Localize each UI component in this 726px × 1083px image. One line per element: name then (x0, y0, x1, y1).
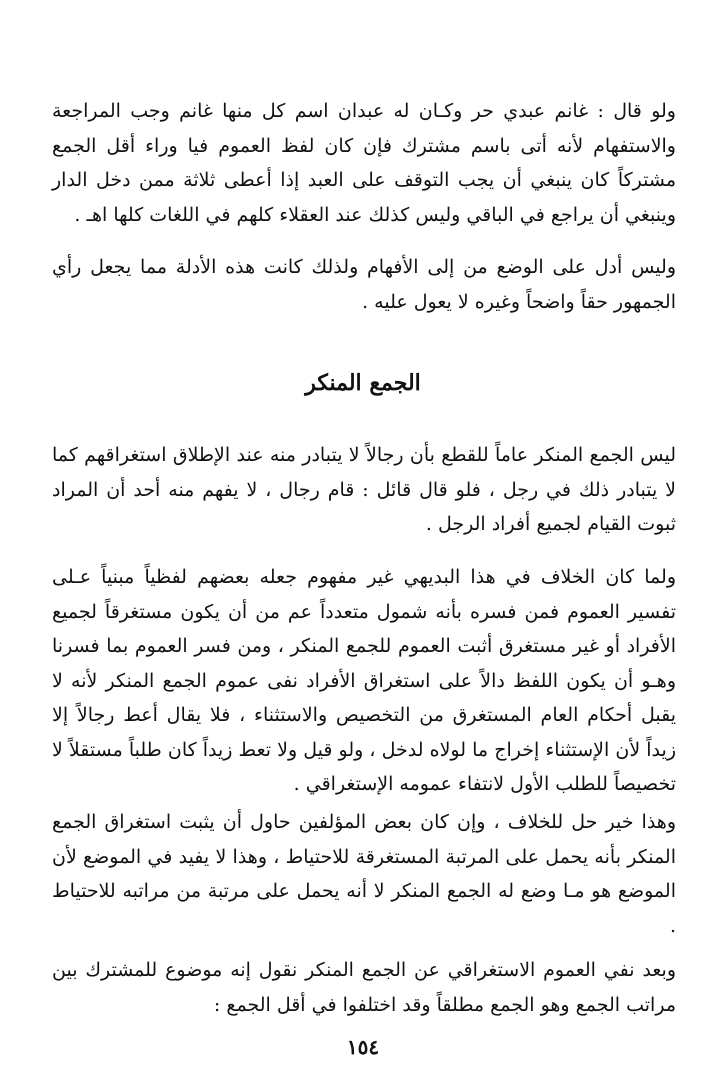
page-number: ١٥٤ (346, 1035, 380, 1059)
paragraph-not-general: ليس الجمع المنكر عاماً للقطع بأن رجالاً لا يتبادر منه عند الإطلاق استغراقهم كما لا يتبادر ذلك في رجل ، فلو قال قائل : قام رجال ، لا يفهم منه أحد أن المراد ثبوت القيام لجميع أفراد الرجل . (52, 444, 677, 535)
paragraph-resolution: وهذا خير حل للخلاف ، وإن كان بعض المؤلفين حاول أن يثبت استغراق الجمع المنكر بأنه يحمل على المرتبة المستغرقة للاحتياط ، وهذا لا يفيد في الموضع لأن الموضع هو مـا وضع له الجمع المنكر لا أنه يحمل على مرتبة من مراتبه للاحتياط . (52, 811, 676, 937)
paragraph-majority-view: وليس أدل على الوضع من إلى الأفهام ولذلك كانت هذه الأدلة مما يجعل رأي الجمهور حقاً واضحاً وغيره لا يعول عليه . (52, 256, 676, 313)
paragraph-disagreement: ولما كان الخلاف في هذا البديهي غير مفهوم جعله بعضهم لفظياً مبنياً عـلى تفسير العموم فمن فسره بأنه شمول متعدداً عم من أن يكون مستغرقاً لجميع الأفراد أو غير مستغرق أثبت العموم للجمع المنكر ، ومن فسر العموم بما فسرنا وهـو أن يكون اللفظ دالاً على استغراق الأفراد نفى عموم الجمع المنكر لأنه لا يقبل أحكام العام المستغرق من التخصيص والاستثناء ، فلا يقال أعط رجالاً إلا زيداً لأن الإستثناء إخراج ما لولاه لدخل ، ولو قيل ولا تعط زيداً كان طلباً مستقلاً لا تخصيصاً للطلب الأول لانتفاء عمومه الإستغراقي . (52, 566, 676, 795)
paragraph-ghanim-example: ولو قال : غانم عبدي حر وكـان له عبدان اسم كل منها غانم وجب المراجعة والاستفهام لأنه أتى باسم مشترك فإن كان لفظ العموم فيا وراء أقل الجمع مشتركاً كان ينبغي أن يجب التوقف على العبد إذا أعطى ثلاثة ممن دخل الدار وينبغي أن يراجع في الباقي وليس كذلك عند العقلاء كلهم في اللغات كلها اهـ . (52, 100, 676, 226)
section-heading: الجمع المنكر (305, 370, 421, 396)
paragraph-minimum-plural: وبعد نفي العموم الاستغراقي عن الجمع المنكر نقول إنه موضوع للمشترك بين مراتب الجمع وهو الجمع مطلقاً وقد اختلفوا في أقل الجمع : (52, 959, 676, 1016)
